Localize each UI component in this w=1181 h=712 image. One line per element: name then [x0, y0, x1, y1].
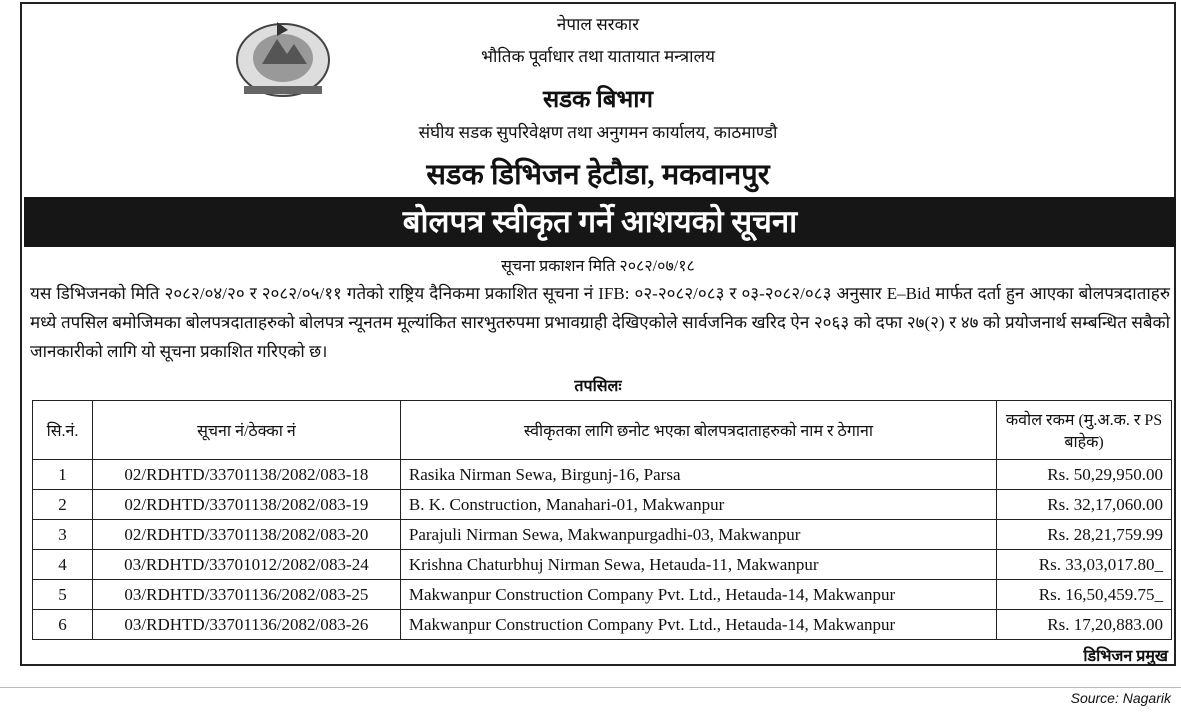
cell-contract: 02/RDHTD/33701138/2082/083-18: [92, 460, 400, 490]
header-contract: सूचना नं/ठेक्का नं: [92, 401, 400, 460]
table-row: [33, 490, 1172, 520]
header-division: सडक डिभिजन हेटौडा, मकवानपुर: [426, 159, 770, 191]
table-header-row: [33, 401, 1172, 460]
bid-table: [32, 400, 1172, 640]
cell-sn: 3: [33, 520, 93, 550]
cell-bidder: B. K. Construction, Manahari-01, Makwanpur: [400, 490, 996, 520]
cell-sn: 6: [33, 610, 93, 640]
cell-amount: Rs. 17,20,883.00: [997, 610, 1172, 640]
signature-division-chief: डिभिजन प्रमुख: [1083, 648, 1168, 665]
header-bidder: स्वीकृतका लागि छनोट भएका बोलपत्रदाताहरुको नाम र ठेगाना: [400, 401, 996, 460]
cell-sn: 2: [33, 490, 93, 520]
source-credit: Source: Nagarik: [1070, 690, 1171, 706]
cell-bidder: Makwanpur Construction Company Pvt. Ltd., Hetauda-14, Makwanpur: [400, 610, 996, 640]
cell-amount: Rs. 16,50,459.75_: [997, 580, 1172, 610]
cell-contract: 02/RDHTD/33701138/2082/083-20: [92, 520, 400, 550]
cell-amount: Rs. 32,17,060.00: [997, 490, 1172, 520]
cell-contract: 03/RDHTD/33701136/2082/083-25: [92, 580, 400, 610]
table-row: [33, 550, 1172, 580]
cell-amount: Rs. 33,03,017.80_: [997, 550, 1172, 580]
publish-date: सूचना प्रकाशन मिति २०८२/०७/१८: [501, 258, 695, 275]
notice-title-banner: बोलपत्र स्वीकृत गर्ने आशयको सूचना: [24, 197, 1176, 247]
cell-bidder: Makwanpur Construction Company Pvt. Ltd., Hetauda-14, Makwanpur: [400, 580, 996, 610]
notice-paragraph: यस डिभिजनको मिति २०८२/०४/२० र २०८२/०५/११ गतेको राष्ट्रिय दैनिकमा प्रकाशित सूचना नं IFB: ०२-२०८२/०८३ र ०३-२०८२/०८३ अनुसार E–Bid मार्फत दर्ता हुन आएका बोलपत्रदाताहरु मध्ये तपसिल बमोजिमका बोलपत्रदाताहरुको बोलपत्र न्यूनतम मूल्यांकित सारभुतरुपमा प्रभावग्राही देखिएकोले सार्वजनिक खरिद ऐन २०६३ को दफा २७(२) र ४७ को प्रयोजनार्थ सम्बन्धित सबैको जानकारीको लागि यो सूचना प्रकाशित गरिएको छ।: [30, 284, 1170, 361]
cell-sn: 4: [33, 550, 93, 580]
table-row: [33, 520, 1172, 550]
header-sn: सि.नं.: [33, 401, 93, 460]
header-amount: कवोल रकम (मु.अ.क. र PS बाहेक): [997, 401, 1172, 460]
cell-sn: 5: [33, 580, 93, 610]
header-office: संघीय सडक सुपरिवेक्षण तथा अनुगमन कार्यालय, काठमाण्डौ: [418, 123, 778, 142]
cell-bidder: Rasika Nirman Sewa, Birgunj-16, Parsa: [400, 460, 996, 490]
cell-contract: 03/RDHTD/33701012/2082/083-24: [92, 550, 400, 580]
cell-bidder: Krishna Chaturbhuj Nirman Sewa, Hetauda-11, Makwanpur: [400, 550, 996, 580]
cell-amount: Rs. 28,21,759.99: [997, 520, 1172, 550]
cell-contract: 02/RDHTD/33701138/2082/083-19: [92, 490, 400, 520]
cell-amount: Rs. 50,29,950.00: [997, 460, 1172, 490]
divider: [0, 687, 1181, 688]
details-heading: तपसिलः: [574, 378, 622, 395]
notice-frame: [20, 2, 1176, 666]
header-ministry: भौतिक पूर्वाधार तथा यातायात मन्त्रालय: [481, 47, 715, 66]
table-row: [33, 610, 1172, 640]
cell-sn: 1: [33, 460, 93, 490]
cell-contract: 03/RDHTD/33701136/2082/083-26: [92, 610, 400, 640]
table-row: [33, 580, 1172, 610]
header-department: सडक बिभाग: [542, 87, 654, 113]
header-government: नेपाल सरकार: [556, 15, 640, 34]
table-row: [33, 460, 1172, 490]
cell-bidder: Parajuli Nirman Sewa, Makwanpurgadhi-03, Makwanpur: [400, 520, 996, 550]
